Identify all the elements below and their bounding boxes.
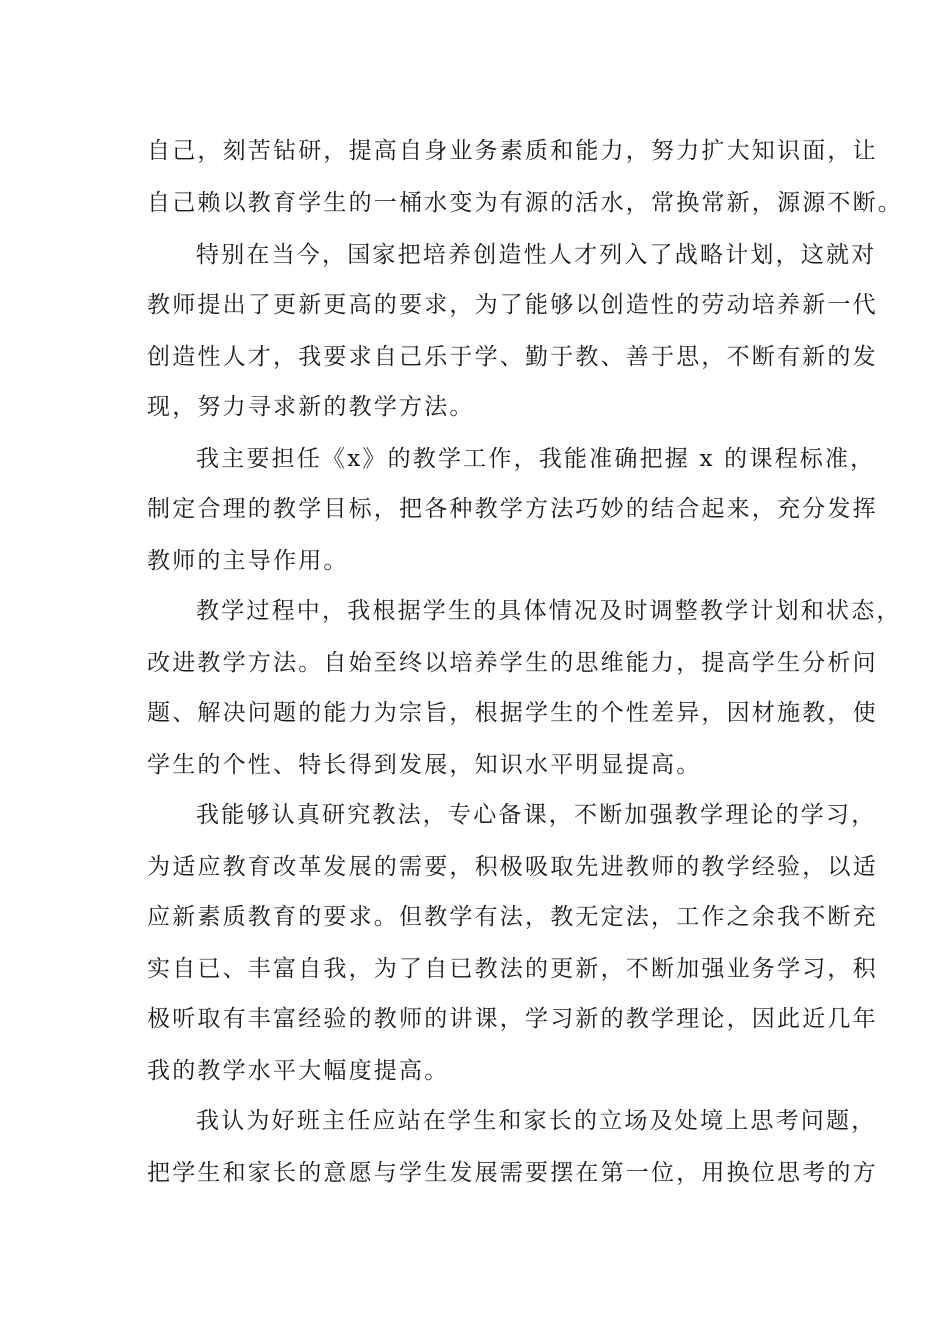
text-line: 我能够认真研究教法，专心备课，不断加强教学理论的学习，	[196, 802, 877, 828]
text-line: 我主要担任《x》的教学工作，我能准确把握 x 的课程标准，	[196, 446, 876, 472]
text-line: 特别在当今，国家把培养创造性人才列入了战略计划，这就对	[196, 242, 877, 268]
text-line: 改进教学方法。自始至终以培养学生的思维能力，提高学生分析问	[147, 650, 878, 676]
text-line: 制定合理的教学目标，把各种教学方法巧妙的结合起来，充分发挥	[147, 496, 878, 522]
text-line: 自己，刻苦钻研，提高自身业务素质和能力，努力扩大知识面，让	[147, 138, 878, 164]
text-line: 自己赖以教育学生的一桶水变为有源的活水，常换常新，源源不断。	[147, 190, 903, 216]
text-line: 题、解决问题的能力为宗旨，根据学生的个性差异，因材施教，使	[147, 700, 878, 726]
text-line: 实自已、丰富自我，为了自已教法的更新，不断加强业务学习，积	[147, 956, 878, 982]
text-line: 把学生和家长的意愿与学生发展需要摆在第一位，用换位思考的方	[147, 1160, 878, 1186]
text-line: 教学过程中，我根据学生的具体情况及时调整教学计划和状态，	[196, 598, 902, 624]
text-line: 教师提出了更新更高的要求，为了能够以创造性的劳动培养新一代	[147, 292, 878, 318]
text-line: 学生的个性、特长得到发展，知识水平明显提高。	[147, 752, 702, 778]
text-line: 极听取有丰富经验的教师的讲课，学习新的教学理论，因此近几年	[147, 1006, 878, 1032]
text-line: 我的教学水平大幅度提高。	[147, 1058, 450, 1084]
text-line: 现，努力寻求新的教学方法。	[147, 394, 475, 420]
text-line: 我认为好班主任应站在学生和家长的立场及处境上思考问题，	[196, 1108, 877, 1134]
text-line: 创造性人才，我要求自己乐于学、勤于教、善于思，不断有新的发	[147, 344, 878, 370]
text-line: 为适应教育改革发展的需要，积极吸取先进教师的教学经验，以适	[147, 854, 878, 880]
text-line: 教师的主导作用。	[147, 548, 349, 574]
text-line: 应新素质教育的要求。但教学有法，教无定法，工作之余我不断充	[147, 904, 878, 930]
